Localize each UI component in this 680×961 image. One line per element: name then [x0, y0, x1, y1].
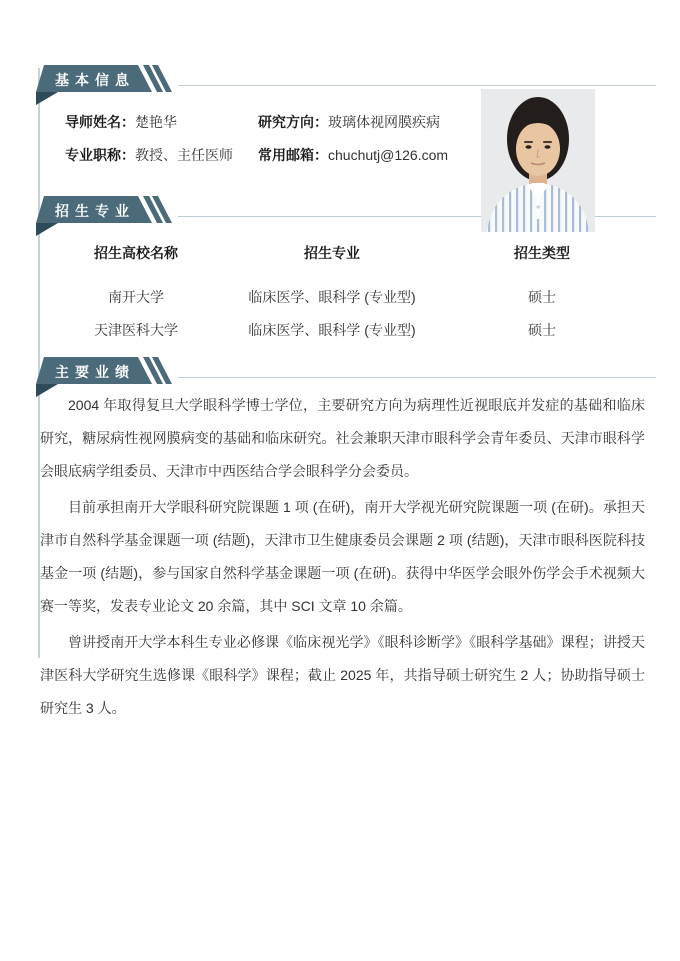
col-header-major: 招生专业 [304, 245, 360, 261]
email-label: 常用邮箱： [258, 147, 328, 163]
research-direction-value: 玻璃体视网膜疾病 [328, 114, 440, 130]
section-title-basic-info: 基本信息 [55, 72, 135, 88]
col-header-degree-type: 招生类型 [514, 245, 570, 261]
section-rule-basic-info [178, 85, 656, 86]
cell-degree-type: 硕士 [528, 322, 556, 338]
mentor-portrait-icon [481, 89, 595, 232]
cell-university: 南开大学 [108, 289, 164, 305]
col-header-university: 招生高校名称 [94, 245, 178, 261]
field-email [258, 145, 448, 165]
achievements-text [40, 389, 645, 728]
cell-major: 临床医学、眼科学 (专业型) [248, 289, 416, 305]
mentor-name-label: 导师姓名： [65, 114, 135, 130]
section-title-achievements: 主要业绩 [55, 364, 135, 380]
professional-title-label: 专业职称： [65, 147, 135, 163]
field-professional-title [65, 145, 233, 165]
cell-university: 天津医科大学 [94, 322, 178, 338]
professional-title-value: 教授、主任医师 [135, 147, 233, 163]
table-row [36, 287, 656, 307]
mentor-name-value: 楚艳华 [135, 114, 177, 130]
achievements-paragraph: 目前承担南开大学眼科研究院课题 1 项 (在研)，南开大学视光研究院课题一项 (在研)。承担天津市自然科学基金课题一项 (结题)，天津市卫生健康委员会课题 2 项 (结题)，天津市眼科医院科技基金一项 (结题)，参与国家自然科学基金课题一项 (在研)。获得中华医学会眼外伤学会手术视频大赛一等奖，发表专业论文 20 余篇，其中 SCI 文章 10 余篇。 [40, 499, 645, 614]
section-tab-basic-info [36, 65, 186, 107]
achievements-paragraph: 2004 年取得复旦大学眼科学博士学位，主要研究方向为病理性近视眼底并发症的基础和临床研究，糖尿病性视网膜病变的基础和临床研究。社会兼职天津市眼科学会青年委员、天津市眼科学会眼底病学组委员、天津市中西医结合学会眼科学分会委员。 [40, 397, 645, 479]
field-research-direction [258, 112, 440, 132]
table-row [36, 320, 656, 340]
section-tab-achievements [36, 357, 186, 399]
field-mentor-name [65, 112, 177, 132]
email-value: chuchutj@126.com [328, 147, 449, 163]
cell-major: 临床医学、眼科学 (专业型) [248, 322, 416, 338]
section-tab-enrollment [36, 196, 186, 238]
research-direction-label: 研究方向： [258, 114, 328, 130]
mentor-photo [481, 89, 595, 232]
section-title-enrollment: 招生专业 [55, 203, 135, 219]
cell-degree-type: 硕士 [528, 289, 556, 305]
enrollment-table-header [36, 243, 656, 263]
achievements-paragraph: 曾讲授南开大学本科生专业必修课《临床视光学》《眼科诊断学》《眼科学基础》课程；讲授天津医科大学研究生选修课《眼科学》课程；截止 2025 年，共指导硕士研究生 2 人；协助指导硕士研究生 3 人。 [40, 634, 645, 716]
section-rule-achievements [178, 377, 656, 378]
